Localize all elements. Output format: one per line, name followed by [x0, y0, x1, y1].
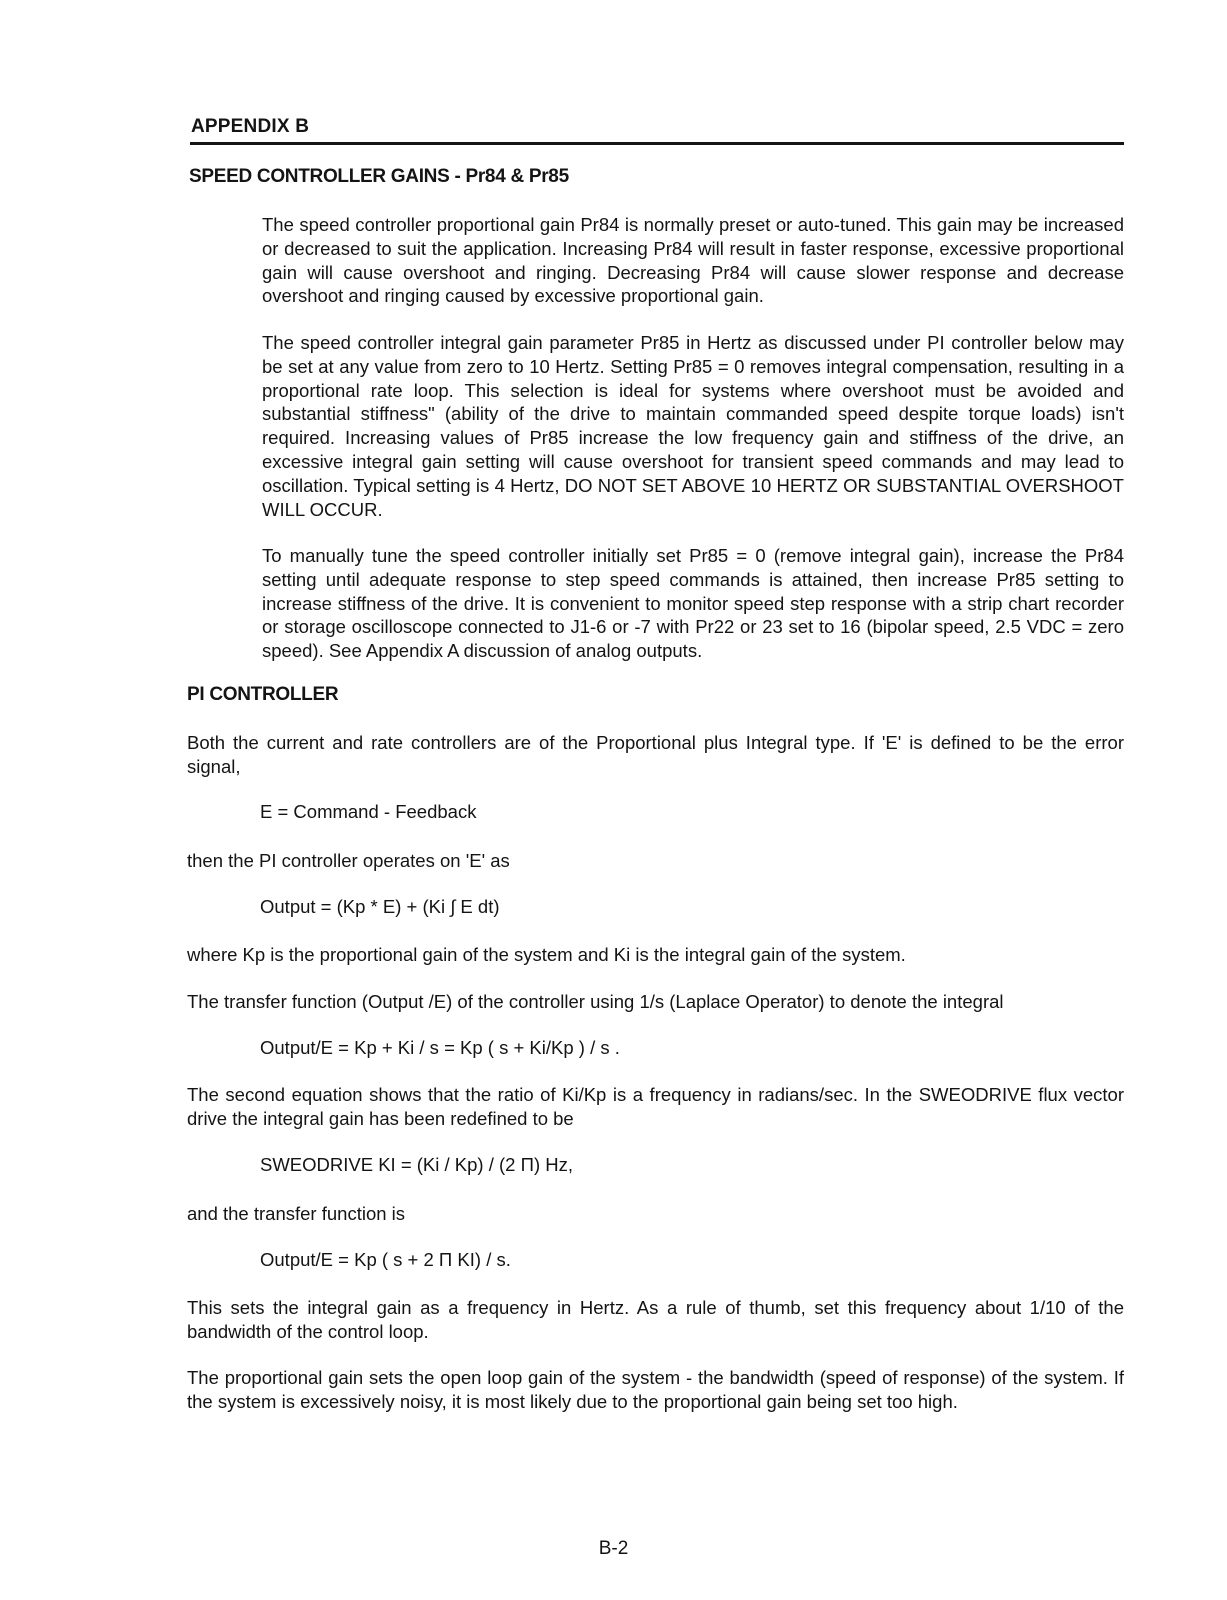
paragraph-then: then the PI controller operates on 'E' as	[187, 850, 510, 871]
appendix-label: APPENDIX B	[191, 116, 310, 137]
section-heading-speed-controller-gains: SPEED CONTROLLER GAINS - Pr84 & Pr85	[189, 166, 569, 187]
paragraph-integral-gain: The speed controller integral gain parameter Pr85 in Hertz as discussed under PI controller below may be set at any value from zero to 10 Hertz. Setting Pr85 = 0 removes integral compensation, resulting in a proportional rate loop. This selection is ideal for systems where overshoot must be avoided and substantial stiffness" (ability of the drive to maintain commanded speed despite torque loads) isn't required. Increasing values of Pr85 increase the low frequency gain and stiffness of the drive, an excessive integral gain setting will cause overshoot for transient speed commands and may lead to oscillation. Typical setting is 4 Hertz, DO NOT SET ABOVE 10 HERTZ OR SUBSTANTIAL OVERSHOOT WILL OCCUR.	[262, 332, 1124, 520]
paragraph-manual-tuning: To manually tune the speed controller initially set Pr85 = 0 (remove integral gain), increase the Pr84 setting until adequate response to step speed commands is attained, then increase Pr85 setting to increase stiffness of the drive. It is convenient to monitor speed step response with a strip chart recorder or storage oscilloscope connected to J1-6 or -7 with Pr22 or 23 set to 16 (bipolar speed, 2.5 VDC = zero speed). See Appendix A discussion of analog outputs.	[262, 545, 1124, 662]
equation-transfer-function: Output/E = Kp + Ki / s = Kp ( s + Ki/Kp ) / s .	[260, 1037, 620, 1058]
paragraph-integral-frequency: This sets the integral gain as a frequency in Hertz. As a rule of thumb, set this frequency about 1/10 of the bandwidth of the control loop.	[187, 1297, 1124, 1342]
equation-output: Output = (Kp * E) + (Ki ∫ E dt)	[260, 896, 500, 917]
equation-output-final: Output/E = Kp ( s + 2 Π KI) / s.	[260, 1249, 511, 1270]
equation-sweodrive-ki: SWEODRIVE KI = (Ki / Kp) / (2 Π) Hz,	[260, 1154, 574, 1175]
page-number: B-2	[598, 1538, 629, 1559]
paragraph-transfer-function: The transfer function (Output /E) of the controller using 1/s (Laplace Operator) to denote the integral	[187, 991, 1004, 1012]
paragraph-proportional-gain: The speed controller proportional gain Pr84 is normally preset or auto-tuned. This gain may be increased or decreased to suit the application. Increasing Pr84 will result in faster response, excessive proportional gain will cause overshoot and ringing. Decreasing Pr84 will cause slower response and decrease overshoot and ringing caused by excessive proportional gain.	[262, 214, 1124, 307]
equation-error-signal: E = Command - Feedback	[260, 801, 477, 822]
section-heading-pi-controller: PI CONTROLLER	[187, 684, 339, 705]
paragraph-pi-intro: Both the current and rate controllers are of the Proportional plus Integral type. If 'E' is defined to be the error signal,	[187, 732, 1124, 777]
paragraph-where: where Kp is the proportional gain of the system and Ki is the integral gain of the system.	[187, 944, 906, 965]
header-rule	[190, 142, 1124, 145]
paragraph-and-transfer: and the transfer function is	[187, 1203, 406, 1224]
paragraph-second-equation: The second equation shows that the ratio of Ki/Kp is a frequency in radians/sec. In the SWEODRIVE flux vector drive the integral gain has been redefined to be	[187, 1084, 1124, 1129]
paragraph-proportional-bandwidth: The proportional gain sets the open loop gain of the system - the bandwidth (speed of response) of the system. If the system is excessively noisy, it is most likely due to the proportional gain being set too high.	[187, 1367, 1124, 1412]
